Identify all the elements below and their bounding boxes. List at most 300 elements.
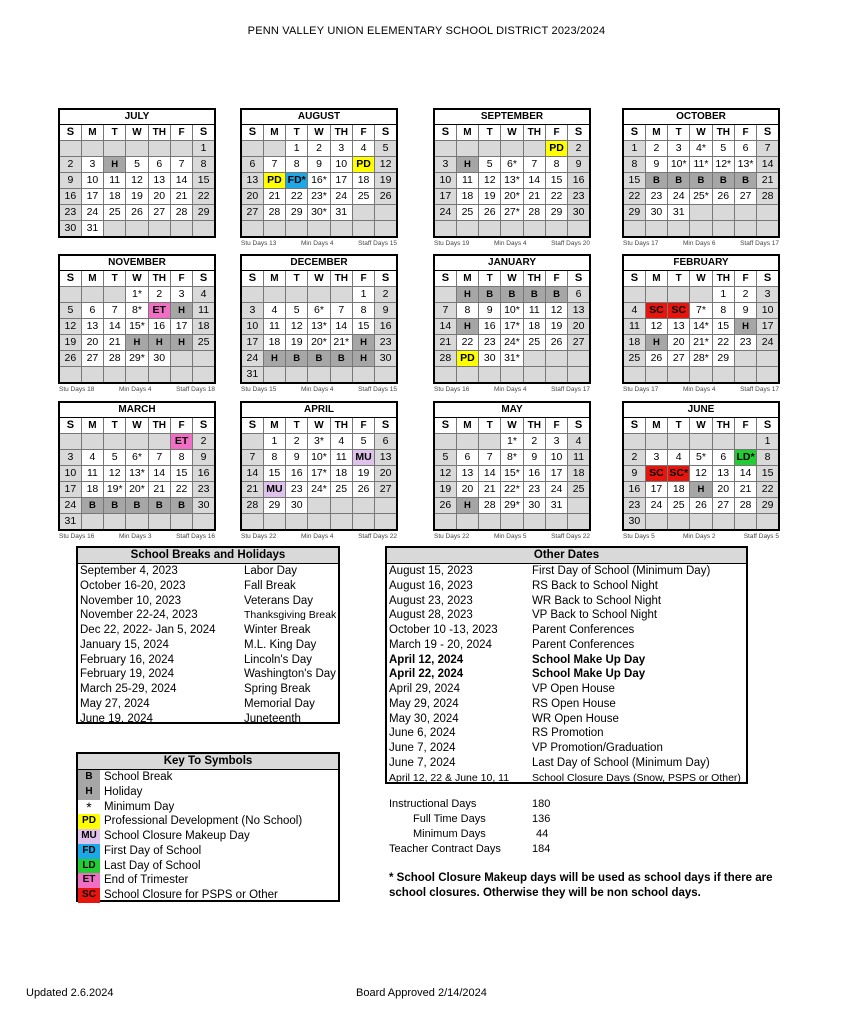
month-footer-stat: Staff Days 17 [740,240,779,247]
day-cell: 21 [523,189,545,205]
weekday-header: F [545,271,567,287]
weekday-header: F [170,125,192,141]
weekday-header: F [545,125,567,141]
other-row [387,697,746,712]
day-cell: 2 [645,141,667,157]
weekday-header: S [623,125,645,141]
date-text: August 16, 2023 [389,579,473,592]
weekday-header: F [352,418,374,434]
day-cell: 23 [479,335,501,351]
day-cell [81,367,103,384]
event-text: School Make Up Day [532,653,646,666]
day-cell [81,514,103,531]
day-cell: 20 [456,482,478,498]
day-cell: 4 [330,434,352,450]
weekday-header: S [757,418,779,434]
key-label: School Closure for PSPS or Other [104,889,278,901]
event-text: RS Open House [532,697,616,710]
day-cell: 31 [545,498,567,514]
day-cell [545,514,567,531]
day-cell: B [712,173,734,189]
day-cell [170,514,192,531]
day-cell: 13 [568,303,590,319]
day-cell: 14 [170,173,192,189]
month-footer-stat: Staff Days 17 [551,386,590,393]
day-cell: 22 [545,189,567,205]
month-december [240,254,398,393]
day-cell: 30* [308,205,330,221]
day-cell [734,434,756,450]
day-cell: 6 [712,450,734,466]
day-cell [193,221,215,238]
day-cell: 10 [330,157,352,173]
month-footer-stat: Min Days 5 [494,533,527,540]
stat-label: Minimum Days [413,828,486,840]
month-name: JULY [59,109,215,125]
day-cell: 27 [734,189,756,205]
month-footer [622,240,780,247]
day-cell: 10* [308,450,330,466]
day-cell: 1 [263,434,285,450]
day-cell [330,498,352,514]
day-cell: 15* [126,319,148,335]
day-cell: 29 [712,351,734,367]
day-cell: 17* [501,319,523,335]
day-cell: 10 [59,466,81,482]
date-text: June 19, 2024 [80,712,153,725]
weekday-header: S [59,271,81,287]
day-cell: 31* [501,351,523,367]
day-cell: 28 [479,498,501,514]
day-cell: 24 [757,335,779,351]
date-text: April 12, 2024 [389,653,464,666]
date-text: April 29, 2024 [389,683,460,695]
weekday-header: S [568,125,590,141]
board-approved-date: Board Approved 2/14/2024 [356,987,487,999]
day-cell: 21* [330,335,352,351]
event-text: Fall Break [244,579,296,592]
day-cell [645,434,667,450]
month-name: APRIL [241,402,397,418]
day-cell: 22 [712,335,734,351]
date-text: January 15, 2024 [80,638,169,651]
day-cell: H [456,498,478,514]
month-footer [58,533,216,540]
date-text: August 15, 2023 [389,565,473,577]
day-cell: H [170,303,192,319]
day-cell: 24 [668,189,690,205]
day-cell [712,434,734,450]
day-cell: 16* [308,173,330,189]
day-cell: 26 [352,482,374,498]
day-cell: 8 [352,303,374,319]
day-cell: 13 [456,466,478,482]
other-row [387,564,746,579]
day-cell [690,221,712,238]
day-cell: 11 [456,173,478,189]
day-cell: PD [545,141,567,157]
day-cell: 17 [81,189,103,205]
day-cell [104,141,126,157]
day-cell: 19 [286,335,308,351]
day-cell [479,514,501,531]
key-label: Minimum Day [104,800,175,813]
day-cell: 28 [434,351,456,367]
day-cell: ET [170,434,192,450]
day-cell: MU [263,482,285,498]
day-cell [523,351,545,367]
day-cell: 18 [456,189,478,205]
day-cell: 12 [545,303,567,319]
day-cell: 23 [734,335,756,351]
day-cell: 16 [193,466,215,482]
day-cell: 3 [170,287,192,303]
day-cell: 2 [286,434,308,450]
event-text: Thanksgiving Break [244,609,337,622]
day-cell: 30 [645,205,667,221]
stat-label: Teacher Contract Days [389,843,501,855]
day-cell: 24* [501,335,523,351]
day-cell [59,141,81,157]
day-cell: 24 [59,498,81,514]
key-row [78,785,338,800]
day-cell: 19 [126,189,148,205]
weekday-header: W [501,271,523,287]
weekday-header: T [104,271,126,287]
day-cell: 15 [193,173,215,189]
event-text: Winter Break [244,624,311,636]
month-footer [433,533,591,540]
month-february [622,254,780,393]
day-cell: 22 [757,482,779,498]
weekday-header: M [645,418,667,434]
day-cell: 12 [690,466,712,482]
day-cell: 11 [623,319,645,335]
day-cell: 20 [241,189,263,205]
day-cell: 17* [308,466,330,482]
breaks-row [78,623,338,638]
day-cell: 27 [241,205,263,221]
day-cell: 7 [104,303,126,319]
weekday-header: F [170,271,192,287]
day-cell: SC [668,303,690,319]
day-cell: 23 [623,498,645,514]
day-cell [712,221,734,238]
day-cell: 23 [59,205,81,221]
day-cell [456,514,478,531]
weekday-header: S [757,271,779,287]
day-cell [330,367,352,384]
day-cell: 25 [523,335,545,351]
stat-value: 136 [532,813,551,825]
month-footer-stat: Min Days 3 [119,533,152,540]
day-cell: 5* [690,450,712,466]
day-cell [308,514,330,531]
day-cell [286,287,308,303]
weekday-header: TH [712,271,734,287]
day-cell: 23 [523,482,545,498]
weekday-header: S [623,271,645,287]
day-cell [263,221,285,238]
weekday-header: F [352,125,374,141]
day-cell: 4 [668,450,690,466]
day-cell: 31 [668,205,690,221]
weekday-header: TH [148,125,170,141]
day-cell: 16 [148,319,170,335]
weekday-header: S [193,271,215,287]
day-cell: 8* [501,450,523,466]
day-cell: 26 [479,205,501,221]
day-cell: 16 [523,466,545,482]
month-september [433,108,591,247]
day-cell: 30 [623,514,645,531]
key-title: Key To Symbols [78,754,338,770]
event-text: VP Open House [532,683,615,695]
day-cell: 25 [668,498,690,514]
day-cell [375,221,397,238]
day-cell: 30 [286,498,308,514]
weekday-header: S [59,418,81,434]
day-cell [126,434,148,450]
weekday-header: F [734,271,756,287]
weekday-header: T [286,271,308,287]
day-cell [434,221,456,238]
day-cell [757,205,779,221]
day-cell [193,514,215,531]
key-row [78,814,338,829]
day-cell: H [352,335,374,351]
key-row [78,770,338,785]
day-cell: 15 [170,466,192,482]
day-cell: 17 [170,319,192,335]
day-cell: 30 [523,498,545,514]
event-text: Parent Conferences [532,638,635,651]
key-row [78,829,338,844]
day-cell: 12 [645,319,667,335]
day-cell [523,141,545,157]
month-january [433,254,591,393]
key-to-symbols-box [76,752,340,902]
day-cell: 23* [308,189,330,205]
other-row [387,756,746,771]
day-cell: 26 [545,335,567,351]
day-cell: 2 [623,450,645,466]
month-footer-stat: Min Days 6 [683,240,716,247]
day-cell: 8 [193,157,215,173]
day-cell: 28 [241,498,263,514]
event-text: First Day of School (Minimum Day) [532,565,711,577]
day-cell [286,367,308,384]
day-cell [456,434,478,450]
key-label: End of Trimester [104,874,189,887]
day-cell: 18 [523,319,545,335]
day-cell: 18 [352,173,374,189]
weekday-header: M [456,271,478,287]
day-cell: 21 [104,335,126,351]
day-cell: 6* [308,303,330,319]
day-cell: PD [352,157,374,173]
stat-label: Full Time Days [413,813,486,825]
day-cell: 7 [148,450,170,466]
day-cell [623,367,645,384]
makeup-note: * School Closure Makeup days will be used as school days if there are school closures. Otherwise they will be non school days. [389,872,773,899]
day-cell [330,287,352,303]
day-cell: 11 [568,450,590,466]
day-cell [330,514,352,531]
day-cell: 14 [241,466,263,482]
weekday-header: S [193,125,215,141]
day-cell: 29 [545,205,567,221]
day-cell: 10 [757,303,779,319]
day-cell [434,367,456,384]
day-cell: 5 [352,434,374,450]
day-cell: 26 [712,189,734,205]
key-label: First Day of School [104,844,202,857]
day-cell: 17 [434,189,456,205]
day-cell: 24* [308,482,330,498]
day-cell: 31 [81,221,103,238]
day-cell: B [148,498,170,514]
date-text: August 23, 2023 [389,594,473,607]
weekday-header: T [286,418,308,434]
day-cell: 15 [545,173,567,189]
day-cell: B [501,287,523,303]
weekday-header: M [81,418,103,434]
day-cell: 28 [734,498,756,514]
day-cell: B [479,287,501,303]
day-cell: B [330,351,352,367]
other-row [387,726,746,741]
day-cell [568,221,590,238]
day-cell [148,514,170,531]
weekday-header: M [456,125,478,141]
other-row [387,579,746,594]
day-cell: 28 [263,205,285,221]
day-cell: 4 [352,141,374,157]
date-text: February 19, 2024 [80,668,174,681]
day-cell: 21 [434,335,456,351]
event-text: WR Open House [532,712,619,725]
event-text: Washington's Day [244,668,336,681]
weekday-header: W [126,125,148,141]
breaks-row [78,564,338,579]
stat-value: 44 [536,828,549,840]
weekday-header: T [479,418,501,434]
day-cell: B [690,173,712,189]
day-cell: 9 [734,303,756,319]
month-name: MAY [434,402,590,418]
day-cell: 27 [712,498,734,514]
month-august [240,108,398,247]
day-cell: 3 [81,157,103,173]
day-cell: 5 [479,157,501,173]
month-footer-stat: Stu Days 17 [623,386,659,393]
month-footer-stat: Staff Days 17 [740,386,779,393]
day-cell: H [690,482,712,498]
day-cell: B [170,498,192,514]
day-cell: 13 [712,466,734,482]
weekday-header: F [352,271,374,287]
day-cell [757,367,779,384]
day-cell: 7 [263,157,285,173]
month-name: OCTOBER [623,109,779,125]
day-cell: 19 [479,189,501,205]
day-cell [623,287,645,303]
day-cell: 17 [545,466,567,482]
day-cell: 29 [623,205,645,221]
weekday-header: S [59,125,81,141]
day-cell: 12 [126,173,148,189]
day-cell: 2 [193,434,215,450]
day-cell [104,287,126,303]
month-name: MARCH [59,402,215,418]
day-cell: 21 [757,173,779,189]
other-row [387,667,746,682]
day-cell: 6* [501,157,523,173]
weekday-header: W [690,418,712,434]
day-cell: 22 [193,189,215,205]
weekday-header: W [308,418,330,434]
day-cell: 16 [375,319,397,335]
day-cell: 3* [308,434,330,450]
month-name: JANUARY [434,255,590,271]
day-cell: 21 [734,482,756,498]
weekday-header: M [645,125,667,141]
month-may [433,401,591,540]
day-cell: 19 [59,335,81,351]
day-cell: 13 [668,319,690,335]
day-cell: 20 [568,319,590,335]
weekday-header: S [241,271,263,287]
weekday-header: S [568,418,590,434]
day-cell: 14 [434,319,456,335]
day-cell: 14 [148,466,170,482]
day-cell: 24 [330,189,352,205]
day-cell: 20* [126,482,148,498]
day-cell [734,205,756,221]
day-cell: 3 [241,303,263,319]
day-cell: 6* [126,450,148,466]
weekday-header: T [479,271,501,287]
day-cell: 11 [263,319,285,335]
event-text: Memorial Day [244,697,315,710]
day-cell [734,367,756,384]
other-row [387,771,746,786]
day-cell: 24 [81,205,103,221]
day-cell [501,514,523,531]
school-breaks-title: School Breaks and Holidays [78,548,338,564]
day-cell [734,221,756,238]
date-text: February 16, 2024 [80,653,174,666]
weekday-header: W [126,271,148,287]
month-footer-stat: Stu Days 15 [241,386,277,393]
event-text: WR Back to School Night [532,594,662,607]
month-footer [622,386,780,393]
key-row [78,888,338,903]
day-cell: 19* [104,482,126,498]
day-cell: 2 [308,141,330,157]
weekday-header: T [104,418,126,434]
day-cell [668,434,690,450]
weekday-header: TH [148,418,170,434]
weekday-header: W [690,271,712,287]
day-cell: 23 [375,335,397,351]
day-cell: 2 [59,157,81,173]
weekday-header: W [308,271,330,287]
day-cell: 18 [263,335,285,351]
day-cell: 22 [286,189,308,205]
day-cell: 20 [668,335,690,351]
